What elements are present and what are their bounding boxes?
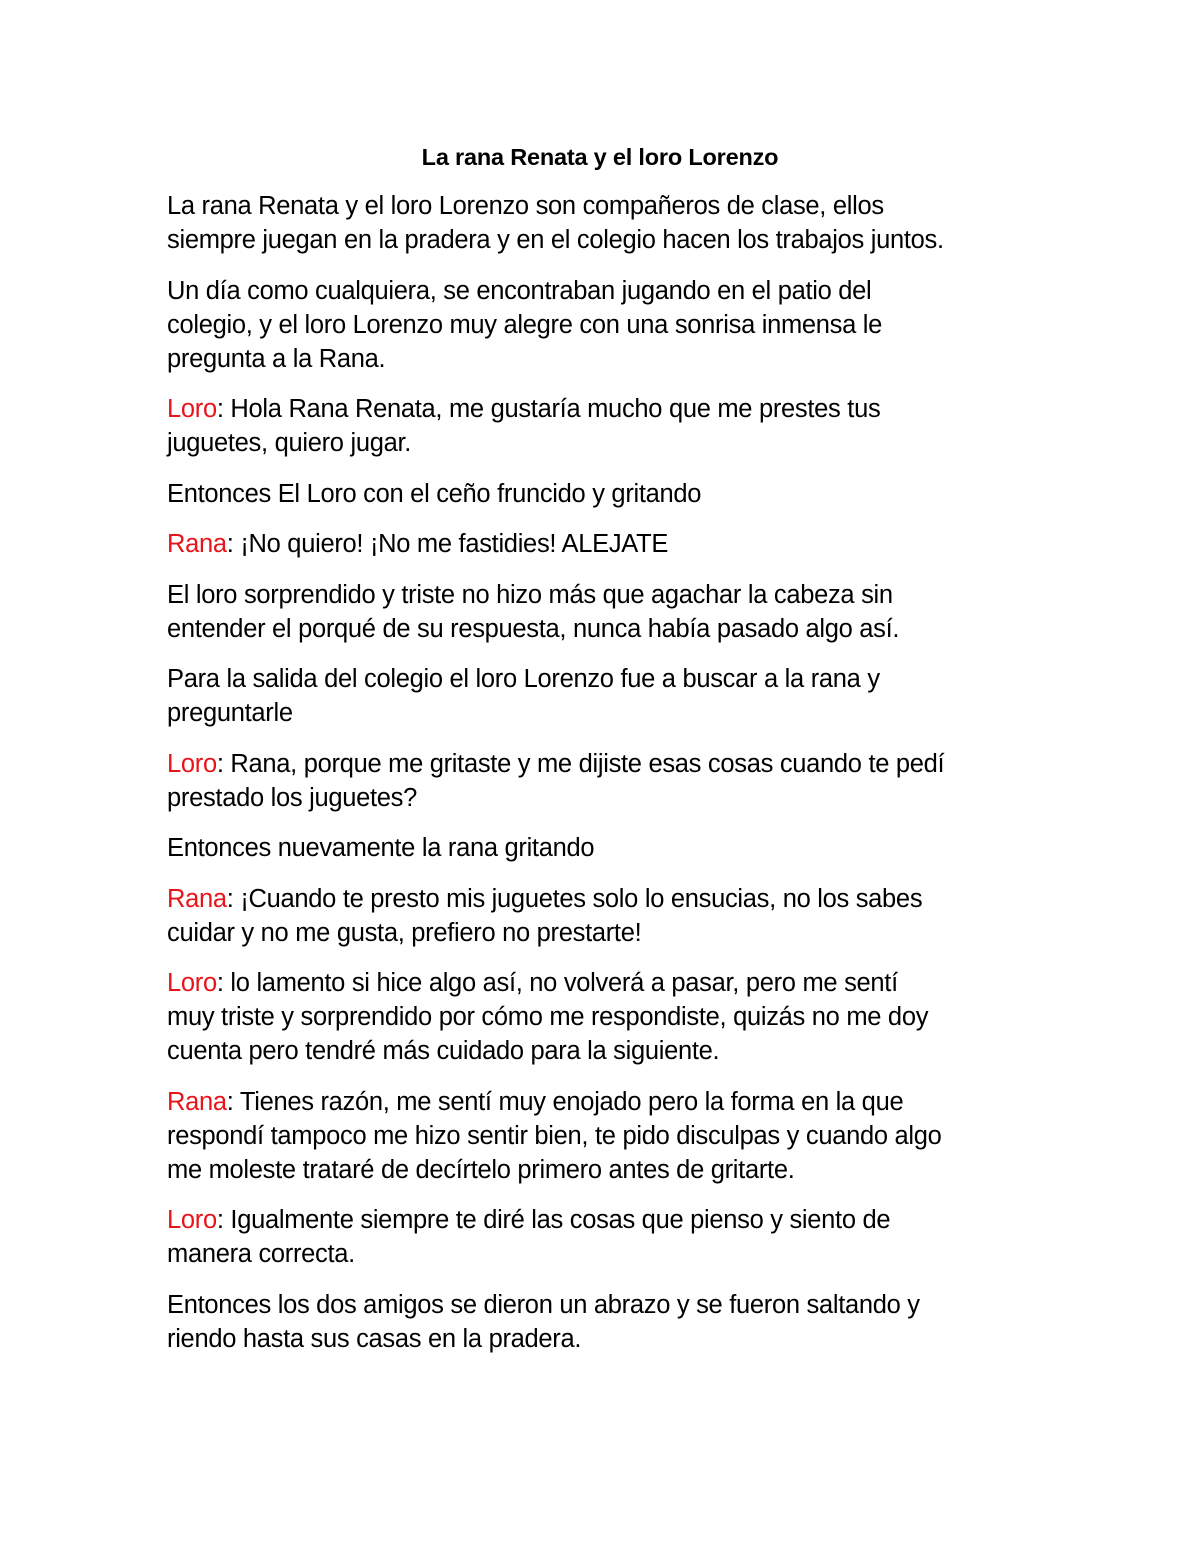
text-line xyxy=(167,747,1047,781)
text-line xyxy=(167,189,1047,223)
speaker-label: Rana xyxy=(167,530,227,558)
line-text: siempre juegan en la pradera y en el colegio hacen los trabajos juntos. xyxy=(167,226,944,254)
text-line xyxy=(167,1000,1047,1034)
line-text: juguetes, quiero jugar. xyxy=(167,429,412,457)
line-text: colegio, y el loro Lorenzo muy alegre con una sonrisa inmensa le xyxy=(167,310,883,339)
line-text: Entonces El Loro con el ceño fruncido y gritando xyxy=(167,479,702,508)
narration-paragraph xyxy=(167,578,1047,646)
text-line xyxy=(167,1153,1047,1187)
line-text: : Tienes razón, me sentí muy enojado pero la forma en la que xyxy=(226,1087,904,1116)
narration-paragraph xyxy=(167,662,1047,730)
line-text: : lo lamento si hice algo así, no volverá a pasar, pero me sentí xyxy=(216,969,898,997)
dialogue-paragraph xyxy=(167,882,1047,950)
text-line xyxy=(167,477,1047,511)
line-text: : Rana, porque me gritaste y me dijiste esas cosas cuando te pedí xyxy=(216,749,945,778)
text-line xyxy=(167,1085,1047,1119)
dialogue-paragraph xyxy=(167,747,1047,815)
text-line xyxy=(167,831,1047,865)
speaker-label: Rana xyxy=(167,884,227,913)
text-line xyxy=(167,662,1047,696)
line-text: respondí tampoco me hizo sentir bien, te pido disculpas y cuando algo xyxy=(167,1121,942,1150)
dialogue-paragraph xyxy=(167,1203,1047,1271)
narration-paragraph xyxy=(167,831,1047,865)
narration-paragraph xyxy=(167,274,1047,376)
speaker-label: Loro xyxy=(167,749,217,778)
line-text: : Igualmente siempre te diré las cosas que pienso y siento de xyxy=(216,1206,891,1234)
line-text: manera correcta. xyxy=(167,1240,355,1268)
text-line xyxy=(167,916,1047,950)
line-text: Para la salida del colegio el loro Lorenzo fue a buscar a la rana y xyxy=(167,665,880,693)
text-line xyxy=(167,1322,1047,1356)
text-line xyxy=(167,1288,1047,1322)
speaker-label: Loro xyxy=(167,395,217,423)
line-text: pregunta a la Rana. xyxy=(167,344,386,373)
line-text: riendo hasta sus casas en la pradera. xyxy=(167,1324,582,1353)
line-text: preguntarle xyxy=(167,699,293,727)
narration-paragraph xyxy=(167,189,1047,257)
dialogue-paragraph xyxy=(167,966,1047,1068)
text-line xyxy=(167,527,1047,561)
line-text: Un día como cualquiera, se encontraban jugando en el patio del xyxy=(167,276,872,305)
text-line xyxy=(167,1237,1047,1271)
line-text: : ¡No quiero! ¡No me fastidies! ALEJATE xyxy=(226,530,669,558)
line-text: muy triste y sorprendido por cómo me respondiste, quizás no me doy xyxy=(167,1003,929,1031)
speaker-label: Rana xyxy=(167,1087,227,1116)
line-text: cuenta pero tendré más cuidado para la siguiente. xyxy=(167,1037,720,1065)
text-line xyxy=(167,612,1047,646)
text-line xyxy=(167,1203,1047,1237)
line-text: prestado los juguetes? xyxy=(167,783,417,812)
text-line xyxy=(167,578,1047,612)
dialogue-paragraph xyxy=(167,527,1047,561)
line-text: : ¡Cuando te presto mis juguetes solo lo ensucias, no los sabes xyxy=(226,884,923,913)
line-text: La rana Renata y el loro Lorenzo son compañeros de clase, ellos xyxy=(167,192,884,220)
text-line xyxy=(167,966,1047,1000)
narration-paragraph xyxy=(167,1288,1047,1356)
line-text: Entonces nuevamente la rana gritando xyxy=(167,834,595,862)
line-text: me moleste trataré de decírtelo primero antes de gritarte. xyxy=(167,1155,795,1184)
line-text: cuidar y no me gusta, prefiero no prestarte! xyxy=(167,918,642,947)
text-line xyxy=(167,781,1047,815)
story-title: La rana Renata y el loro Lorenzo xyxy=(421,144,779,170)
text-line xyxy=(167,223,1047,257)
text-line xyxy=(167,1034,1047,1068)
narration-paragraph xyxy=(167,477,1047,511)
text-line xyxy=(167,696,1047,730)
speaker-label: Loro xyxy=(167,1206,217,1234)
text-line xyxy=(167,308,1047,342)
speaker-label: Loro xyxy=(167,969,217,997)
text-line xyxy=(167,342,1047,376)
line-text: entender el porqué de su respuesta, nunca había pasado algo así. xyxy=(167,614,900,643)
text-line xyxy=(167,392,1047,426)
dialogue-paragraph xyxy=(167,392,1047,460)
line-text: Entonces los dos amigos se dieron un abrazo y se fueron saltando y xyxy=(167,1290,920,1319)
line-text: : Hola Rana Renata, me gustaría mucho que me prestes tus xyxy=(216,395,881,423)
text-line xyxy=(167,1119,1047,1153)
text-line xyxy=(167,274,1047,308)
text-line xyxy=(167,426,1047,460)
dialogue-paragraph xyxy=(167,1085,1047,1187)
story-body xyxy=(167,189,1047,1372)
text-line xyxy=(167,882,1047,916)
line-text: El loro sorprendido y triste no hizo más que agachar la cabeza sin xyxy=(167,580,893,609)
